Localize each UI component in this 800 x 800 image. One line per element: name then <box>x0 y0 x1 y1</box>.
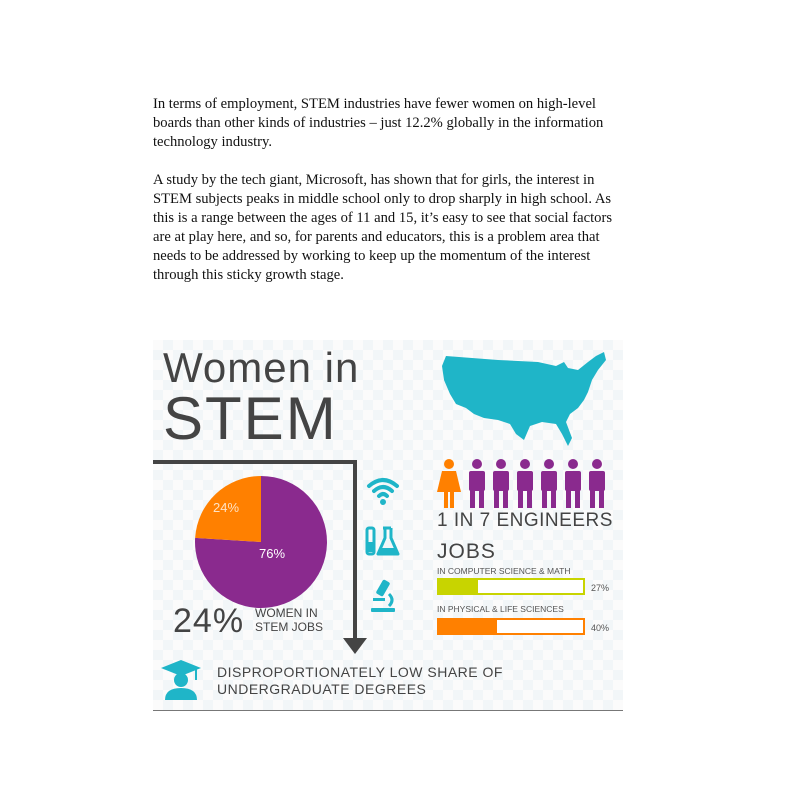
bar-physical-life-pct: 40% <box>591 623 610 633</box>
bar-physical-life-fill <box>439 620 497 633</box>
paragraph-employment: In terms of employment, STEM industries have fewer women on high-level boards than other kinds of industries – just 12.2% globally in the information technology industry. <box>153 96 604 150</box>
man-icon <box>517 459 533 508</box>
man-icon <box>541 459 557 508</box>
women-stem-jobs-line1: WOMEN IN <box>255 606 318 620</box>
women-stem-jobs-value: 24% <box>173 602 245 640</box>
bar-computer-science <box>437 578 585 595</box>
women-stem-jobs-line2: STEM JOBS <box>255 620 324 634</box>
infographic-title-line1: Women in <box>163 344 360 391</box>
infographic-title-line2: STEM <box>163 385 338 452</box>
bar-physical-life-label: IN PHYSICAL & LIFE SCIENCES <box>437 604 564 614</box>
pie-women-label: 24% <box>213 500 240 515</box>
degrees-line1: DISPROPORTIONATELY LOW SHARE OF <box>217 664 503 680</box>
pie-chart <box>193 474 329 610</box>
woman-icon <box>437 459 461 508</box>
engineers-people-icons <box>437 458 617 510</box>
flask-icon <box>365 524 401 560</box>
arrow-down-icon <box>343 638 367 654</box>
man-icon <box>589 459 605 508</box>
men-icons <box>469 459 605 508</box>
graduation-cap-icon <box>161 658 201 700</box>
degrees-line2: UNDERGRADUATE DEGREES <box>217 681 427 697</box>
women-in-stem-infographic <box>153 340 623 710</box>
arrow-horizontal-line <box>153 460 357 464</box>
bar-computer-science-label: IN COMPUTER SCIENCE & MATH <box>437 566 571 576</box>
man-icon <box>469 459 485 508</box>
bar-computer-science-pct: 27% <box>591 583 610 593</box>
arrow-vertical-line <box>353 460 357 640</box>
paragraph-microsoft-study: A study by the tech giant, Microsoft, has shown that for girls, the interest in STEM subjects peaks in middle school only to drop sharply in high school. As this is a range between the ages of 11 and 15, it’s easy to see that social factors are at play here, and so, for parents and educators, this is a problem area that needs to be addressed by working to keep up the momentum of the interest through this sticky growth stage. <box>153 172 613 283</box>
one-in-seven-engineers: 1 IN 7 ENGINEERS <box>437 510 613 531</box>
women-stem-jobs-caption <box>255 606 323 634</box>
jobs-title: JOBS <box>437 540 496 563</box>
bottom-divider <box>153 710 623 711</box>
usa-map-icon <box>438 348 613 453</box>
man-icon <box>565 459 581 508</box>
bar-physical-life <box>437 618 585 635</box>
microscope-icon <box>365 578 401 614</box>
bar-computer-science-fill <box>439 580 478 593</box>
pie-men-label: 76% <box>259 546 286 561</box>
man-icon <box>493 459 509 508</box>
undergraduate-degrees-text <box>217 664 503 698</box>
wifi-icon <box>365 472 401 508</box>
